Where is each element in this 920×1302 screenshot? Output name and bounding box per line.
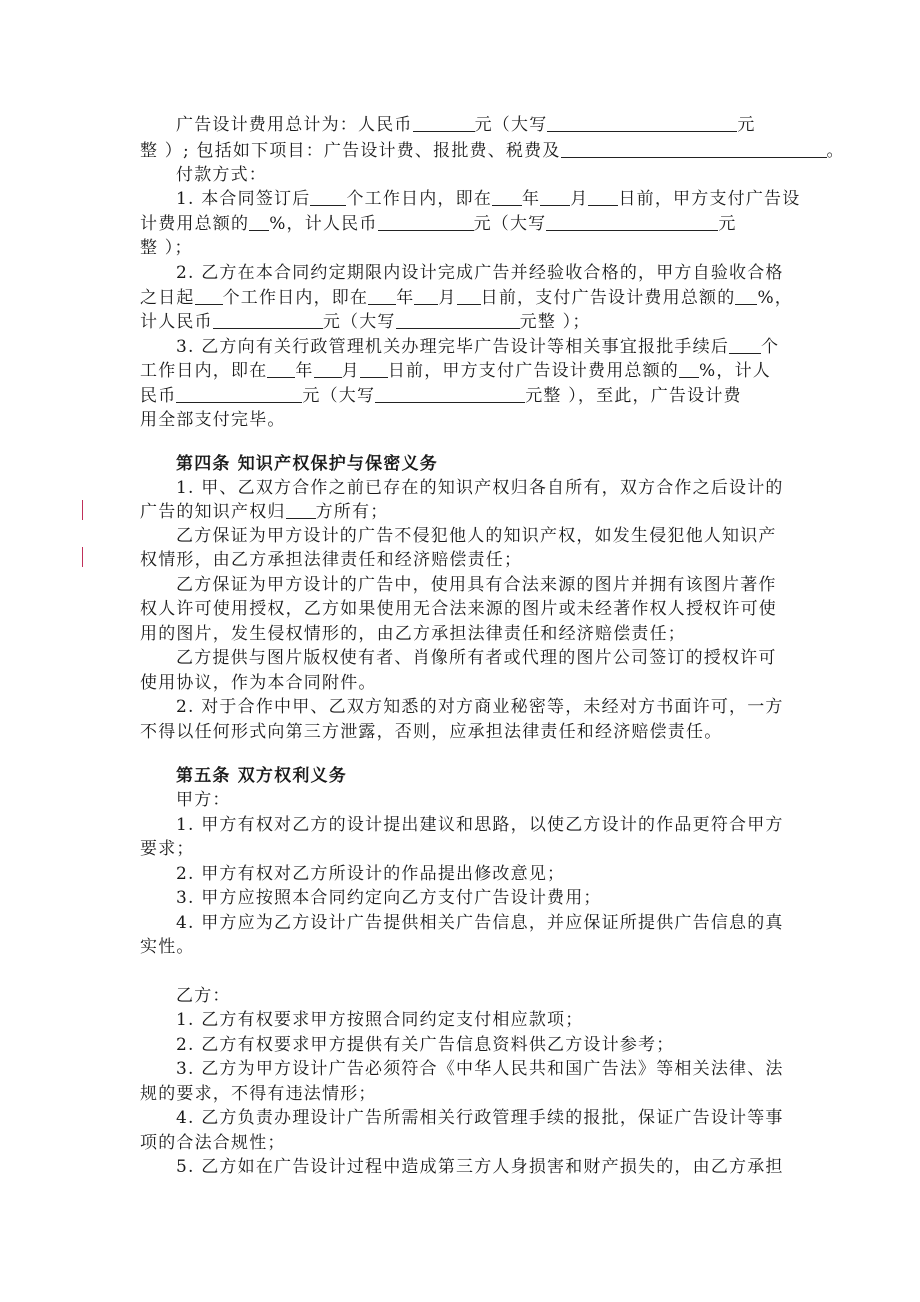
text: 元（大写 (302, 386, 376, 406)
article-4-para-3-line-2: 权人许可使用授权，乙方如果使用无合法来源的图片或未经著作权人授权许可使 (140, 599, 777, 619)
blank (735, 284, 757, 305)
blank (457, 284, 481, 305)
text: 。 (826, 141, 845, 161)
text: 之日起 (140, 288, 195, 308)
article-4-para-5-line-1: 2. 对于合作中甲、乙双方知悉的对方商业秘密等，未经对方书面许可，一方 (176, 697, 784, 717)
text: 年 (396, 288, 415, 308)
text: 元（大写 (474, 115, 548, 135)
party-a-item-4-line-2: 实性。 (140, 937, 195, 957)
blank (360, 357, 388, 378)
blank (561, 137, 827, 158)
blank (679, 357, 699, 378)
blank (267, 357, 295, 378)
article-5-title: 第五条 双方权利义务 (176, 766, 347, 786)
article-4-para-2-line-1: 乙方保证为甲方设计的广告不侵犯他人的知识产权，如发生侵犯他人知识产 (176, 526, 777, 546)
blank (729, 333, 761, 354)
blank (413, 111, 475, 132)
blank (213, 308, 323, 329)
article-4-para-3-line-3: 用的图片，发生侵权情形的，由乙方承担法律责任和经济赔偿责任； (140, 624, 686, 644)
article-4-para-1-line-1: 1. 甲、乙双方合作之前已存在的知识产权归各自所有，双方合作之后设计的 (176, 478, 784, 498)
blank (314, 357, 342, 378)
party-b-label: 乙方： (176, 986, 231, 1006)
party-a-item-1-line-1: 1. 甲方有权对乙方的设计提出建议和思路，以使乙方设计的作品更符合甲方 (176, 815, 784, 835)
payment-2-line-1: 2. 乙方在本合同约定期限内设计完成广告并经验收合格的，甲方自验收合格 (176, 263, 784, 283)
text: 个 (761, 337, 780, 357)
blank (540, 185, 570, 206)
article-4-para-2-line-2: 权情形，由乙方承担法律责任和经济赔偿责任； (140, 550, 523, 570)
blank (286, 498, 316, 519)
blank (368, 284, 396, 305)
blank (546, 210, 718, 231)
blank (176, 382, 302, 403)
payment-method-label: 付款方式： (176, 165, 267, 185)
blank (195, 284, 223, 305)
text: 个工作日内，即在 (346, 189, 493, 209)
article-4-para-3-line-1: 乙方保证为甲方设计的广告中，使用具有合法来源的图片并拥有该图片著作 (176, 575, 777, 595)
party-b-item-3-line-1: 3. 乙方为甲方设计广告必须符合《中华人民共和国广告法》等相关法律、法 (176, 1059, 784, 1079)
text: 元 (737, 115, 756, 135)
text: 工作日内，即在 (140, 361, 268, 381)
text: 1. 本合同签订后 (176, 189, 311, 209)
party-b-item-4-line-1: 4. 乙方负责办理设计广告所需相关行政管理手续的报批，保证广告设计等事 (176, 1108, 784, 1128)
revision-mark (82, 500, 83, 520)
party-a-item-2: 2. 甲方有权对乙方所设计的作品提出修改意见； (176, 864, 566, 884)
text: 方所有； (315, 502, 389, 522)
party-a-label: 甲方： (176, 790, 231, 810)
text: 个工作日内，即在 (222, 288, 369, 308)
text: 日前，支付广告设计费用总额的 (480, 288, 736, 308)
party-a-item-4-line-1: 4. 甲方应为乙方设计广告提供相关广告信息，并应保证所提供广告信息的真 (176, 913, 784, 933)
party-b-item-1: 1. 乙方有权要求甲方按照合同约定支付相应款项； (176, 1010, 584, 1030)
party-b-item-4-line-2: 项的合法合规性； (140, 1133, 286, 1153)
text: 元整 ），至此，广告设计费 (525, 386, 742, 406)
text: 计费用总额的 (140, 214, 250, 234)
text: %，计人民币 (269, 214, 378, 234)
text: 日前，甲方支付广告设计费用总额的 (387, 361, 680, 381)
party-a-item-3: 3. 甲方应按照本合同约定向乙方支付广告设计费用； (176, 888, 602, 908)
blank (249, 210, 269, 231)
text: 广告设计费用总计为：人民币 (176, 115, 413, 135)
text: 元整 ）； (519, 312, 591, 332)
party-b-item-3-line-2: 规的要求，不得有违法情形； (140, 1084, 377, 1104)
party-b-item-5-line-1: 5. 乙方如在广告设计过程中造成第三方人身损害和财产损失的，由乙方承担 (176, 1157, 784, 1177)
text: 整 ）; 包括如下项目：广告设计费、报批费、税费及 (140, 141, 561, 161)
party-a-item-1-line-2: 要求； (140, 839, 195, 859)
blank (378, 210, 474, 231)
text: 年 (522, 189, 541, 209)
article-4-para-5-line-2: 不得以任何形式向第三方泄露，否则，应承担法律责任和经济赔偿责任。 (140, 722, 723, 742)
article-4-para-4-line-2: 使用协议，作为本合同附件。 (140, 673, 377, 693)
blank (414, 284, 438, 305)
text: 日前，甲方支付广告设 (618, 189, 801, 209)
blank (396, 308, 520, 329)
text: %，计人 (699, 361, 771, 381)
text: %， (757, 288, 793, 308)
text: 3. 乙方向有关行政管理机关办理完毕广告设计等相关事宜报批手续后 (176, 337, 730, 357)
text: 月 (570, 189, 589, 209)
article-4-para-4-line-1: 乙方提供与图片版权使有者、肖像所有者或代理的图片公司签订的授权许可 (176, 648, 777, 668)
text: 元（大写 (322, 312, 396, 332)
text: 元（大写 (473, 214, 547, 234)
blank (375, 382, 525, 403)
party-b-item-2: 2. 乙方有权要求甲方提供有关广告信息资料供乙方设计参考； (176, 1035, 675, 1055)
blank (310, 185, 346, 206)
blank (588, 185, 618, 206)
payment-3-line-4: 用全部支付完毕。 (140, 410, 286, 430)
text: 月 (438, 288, 457, 308)
text: 计人民币 (140, 312, 213, 332)
blank (547, 111, 737, 132)
text: 月 (341, 361, 360, 381)
payment-1-line-3: 整 ）； (140, 238, 193, 258)
text: 民币 (140, 386, 177, 406)
article-4-title: 第四条 知识产权保护与保密义务 (176, 454, 438, 474)
blank (492, 185, 522, 206)
text: 广告的知识产权归 (140, 502, 286, 522)
text: 元 (718, 214, 737, 234)
text: 年 (295, 361, 314, 381)
